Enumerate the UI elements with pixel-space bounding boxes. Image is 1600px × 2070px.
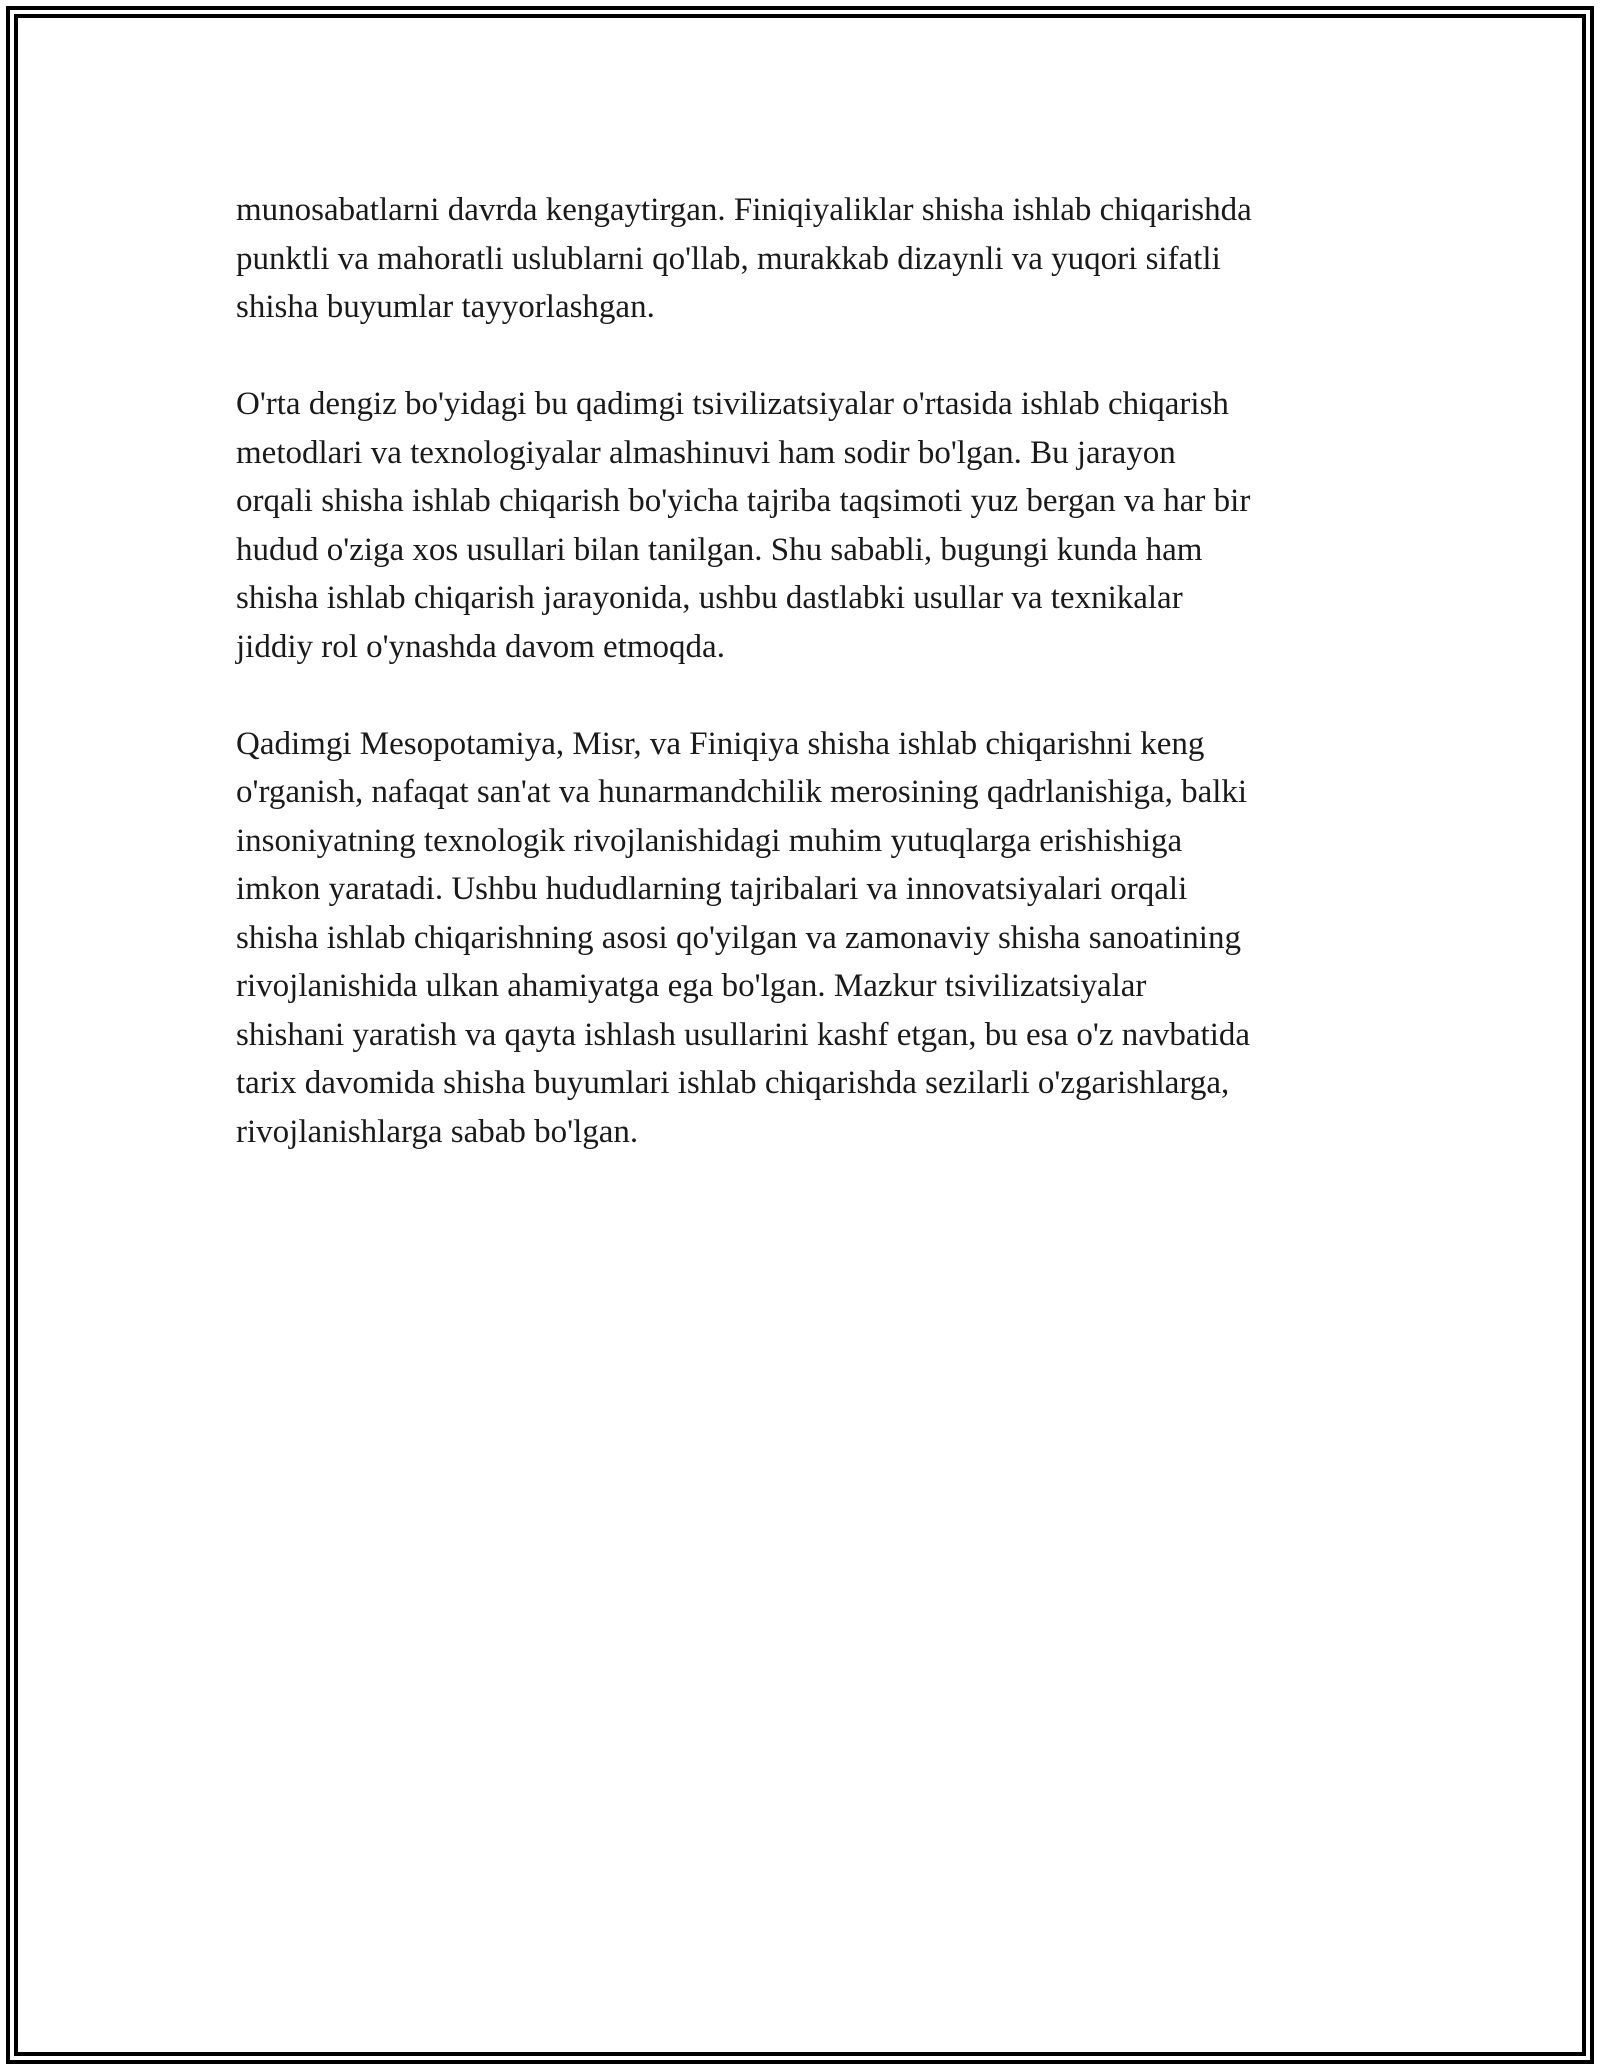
paragraph-2: O'rta dengiz bo'yidagi bu qadimgi tsivilizatsiyalar o'rtasida ishlab chiqarish metodlari va texnologiyalar almashinuvi ham sodir bo'lgan. Bu jarayon orqali shisha ishlab chiqarish bo'yicha tajriba taqsimoti yuz bergan va har bir hudud o'ziga xos usullari bilan tanilgan. Shu sababli, bugungi kunda ham shisha ishlab chiqarish jarayonida, ushbu dastlabki usullar va texnikalar jiddiy rol o'ynashda davom etmoqda.	[236, 386, 1251, 665]
paragraph-3: Qadimgi Mesopotamiya, Misr, va Finiqiya shisha ishlab chiqarishni keng o'rganish, nafaqat san'at va hunarmandchilik merosining qadrlanishiga, balki insoniyatning texnologik rivojlanishidagi muhim yutuqlarga erishishiga imkon yaratadi. Ushbu hududlarning tajribalari va innovatsiyalari orqali shisha ishlab chiqarishning asosi qo'yilgan va zamonaviy shisha sanoatining rivojlanishida ulkan ahamiyatga ega bo'lgan. Mazkur tsivilizatsiyalar shishani yaratish va qayta ishlash usullarini kashf etgan, bu esa o'z navbatida tarix davomida shisha buyumlari ishlab chiqarishda sezilarli o'zgarishlarga, rivojlanishlarga sabab bo'lgan.	[236, 725, 1251, 1150]
document-body	[236, 186, 1386, 1205]
paragraph-1: munosabatlarni davrda kengaytirgan. Finiqiyaliklar shisha ishlab chiqarishda punktli va mahoratli uslublarni qo'llab, murakkab dizaynli va yuqori sifatli shisha buyumlar tayyorlashgan.	[236, 192, 1252, 325]
